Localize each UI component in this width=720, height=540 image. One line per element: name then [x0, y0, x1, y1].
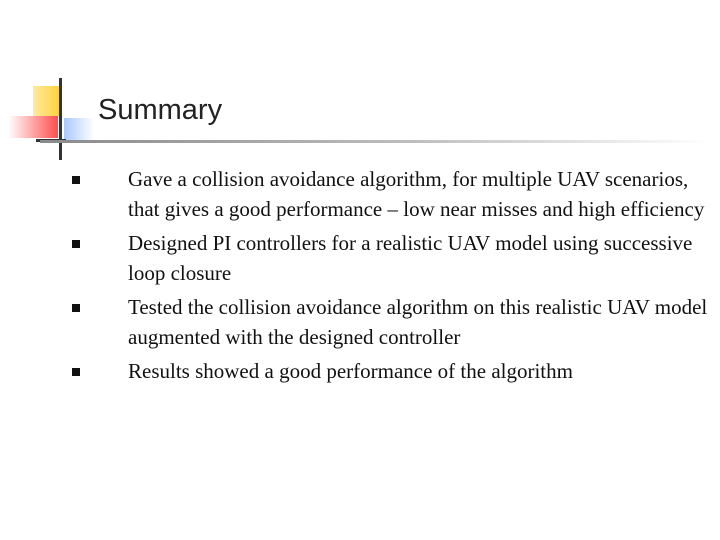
corner-decoration-icon: [0, 0, 100, 170]
bullet-item: [72, 229, 712, 288]
bullet-item: [72, 165, 712, 224]
square-bullet-icon: [72, 304, 80, 312]
bullet-text: Tested the collision avoidance algorithm on this realistic UAV model augmented with the designed controller: [128, 295, 708, 349]
bullet-list: [72, 165, 712, 392]
title-underline: [40, 139, 710, 144]
bullet-item: [72, 357, 712, 387]
square-bullet-icon: [72, 240, 80, 248]
square-bullet-icon: [72, 176, 80, 184]
bullet-text: Results showed a good performance of the algorithm: [128, 359, 573, 383]
bullet-text: Gave a collision avoidance algorithm, for multiple UAV scenarios, that gives a good performance – low near misses and high efficiency: [128, 167, 705, 221]
slide-title: Summary: [98, 94, 223, 126]
bullet-text: Designed PI controllers for a realistic UAV model using successive loop closure: [128, 231, 693, 285]
bullet-item: [72, 293, 712, 352]
square-bullet-icon: [72, 368, 80, 376]
